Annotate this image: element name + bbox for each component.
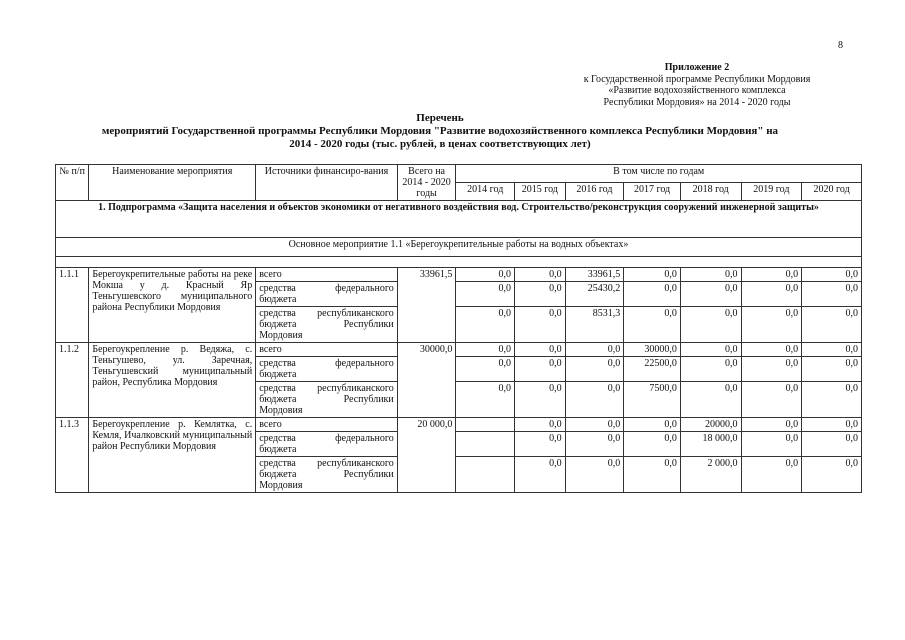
- year-value: 33961,5: [565, 268, 624, 282]
- funding-source: всего: [256, 418, 398, 432]
- measure-name: Берегоукрепление р. Кемлятка, с. Кемля, Ичалковский муниципальный район Республики Мордовия: [89, 418, 256, 493]
- year-value: 0,0: [741, 382, 802, 418]
- row-number: 1.1.1: [56, 268, 89, 343]
- year-value: 0,0: [515, 343, 566, 357]
- year-value: 0,0: [565, 432, 624, 457]
- funding-source: средства республиканского бюджета Республики Мордовия: [256, 382, 398, 418]
- measure-name: Берегоукрепительные работы на реке Мокша у д. Красный Яр Теньгушевского муниципального района Республики Мордовия: [89, 268, 256, 343]
- year-value: 0,0: [515, 432, 566, 457]
- year-value: 0,0: [802, 282, 862, 307]
- header-year: 2015 год: [515, 183, 566, 201]
- appendix-block: [537, 62, 857, 108]
- year-value: 0,0: [802, 268, 862, 282]
- header-year: 2018 год: [680, 183, 741, 201]
- header-name: Наименование мероприятия: [89, 165, 256, 201]
- document-heading: [60, 112, 820, 151]
- year-value: 0,0: [456, 357, 515, 382]
- year-value: 0,0: [565, 418, 624, 432]
- year-value: 0,0: [565, 343, 624, 357]
- spacer-cell: [56, 257, 862, 268]
- year-value: 0,0: [515, 282, 566, 307]
- year-value: 0,0: [624, 457, 681, 493]
- year-value: 0,0: [515, 268, 566, 282]
- year-value: 0,0: [624, 282, 681, 307]
- heading-title: Перечень: [416, 112, 464, 124]
- header-by-years: В том числе по годам: [456, 165, 862, 183]
- year-value: 0,0: [680, 382, 741, 418]
- year-value: 0,0: [741, 282, 802, 307]
- year-value: 0,0: [456, 307, 515, 343]
- year-value: 30000,0: [624, 343, 681, 357]
- year-value: 0,0: [515, 418, 566, 432]
- year-value: 0,0: [802, 307, 862, 343]
- funding-source: всего: [256, 343, 398, 357]
- year-value: 0,0: [802, 357, 862, 382]
- year-value: 0,0: [741, 343, 802, 357]
- year-value: 7500,0: [624, 382, 681, 418]
- year-value: 0,0: [802, 343, 862, 357]
- total-value: 30000,0: [397, 343, 456, 418]
- year-value: 0,0: [680, 307, 741, 343]
- main-measure-title: Основное мероприятие 1.1 «Берегоукрепительные работы на водных объектах»: [56, 238, 862, 257]
- header-year: 2014 год: [456, 183, 515, 201]
- header-year: 2016 год: [565, 183, 624, 201]
- header-total: Всего на 2014 - 2020 годы: [397, 165, 456, 201]
- spacer-row: [56, 257, 862, 268]
- header-year: 2017 год: [624, 183, 681, 201]
- header-year: 2019 год: [741, 183, 802, 201]
- year-value: 0,0: [802, 418, 862, 432]
- table-row: [56, 268, 862, 282]
- year-value: 0,0: [680, 357, 741, 382]
- year-value: 0,0: [802, 457, 862, 493]
- year-value: 22500,0: [624, 357, 681, 382]
- total-value: 20 000,0: [397, 418, 456, 493]
- year-value: [456, 457, 515, 493]
- year-value: 0,0: [515, 357, 566, 382]
- table-header-row: [56, 165, 862, 183]
- page-number: 8: [838, 40, 843, 51]
- year-value: 2 000,0: [680, 457, 741, 493]
- year-value: 0,0: [741, 268, 802, 282]
- year-value: 0,0: [741, 457, 802, 493]
- row-number: 1.1.3: [56, 418, 89, 493]
- main-measure-row: [56, 238, 862, 257]
- year-value: 0,0: [680, 268, 741, 282]
- table-row: [56, 418, 862, 432]
- year-value: 0,0: [680, 343, 741, 357]
- year-value: 0,0: [802, 432, 862, 457]
- table-body: [56, 165, 862, 493]
- header-num: № п/п: [56, 165, 89, 201]
- year-value: 0,0: [741, 307, 802, 343]
- header-year: 2020 год: [802, 183, 862, 201]
- year-value: 0,0: [515, 382, 566, 418]
- year-value: 0,0: [741, 432, 802, 457]
- year-value: 0,0: [456, 343, 515, 357]
- year-value: 0,0: [624, 268, 681, 282]
- year-value: 0,0: [624, 307, 681, 343]
- appendix-line: Республики Мордовия» на 2014 - 2020 годы: [603, 96, 791, 108]
- funding-source: средства федерального бюджета: [256, 432, 398, 457]
- year-value: 0,0: [515, 307, 566, 343]
- funding-source: средства федерального бюджета: [256, 357, 398, 382]
- measures-table: [55, 164, 862, 493]
- year-value: 0,0: [456, 268, 515, 282]
- total-value: 33961,5: [397, 268, 456, 343]
- table-row: [56, 343, 862, 357]
- year-value: 0,0: [802, 382, 862, 418]
- funding-source: средства республиканского бюджета Республики Мордовия: [256, 457, 398, 493]
- year-value: 20000,0: [680, 418, 741, 432]
- year-value: 0,0: [624, 418, 681, 432]
- year-value: 25430,2: [565, 282, 624, 307]
- year-value: 0,0: [741, 418, 802, 432]
- header-source: Источники финансиро-вания: [256, 165, 398, 201]
- heading-subtitle: мероприятий Государственной программы Республики Мордовия "Развитие водохозяйственного комплекса Республики Мордовия" на: [101, 125, 779, 137]
- row-number: 1.1.2: [56, 343, 89, 418]
- funding-source: всего: [256, 268, 398, 282]
- year-value: 0,0: [624, 432, 681, 457]
- appendix-title: Приложение 2: [664, 62, 730, 73]
- funding-source: средства федерального бюджета: [256, 282, 398, 307]
- year-value: 0,0: [565, 457, 624, 493]
- year-value: 0,0: [456, 382, 515, 418]
- year-value: 0,0: [565, 357, 624, 382]
- subprogram-row: [56, 201, 862, 238]
- year-value: 0,0: [456, 282, 515, 307]
- measure-name: Берегоукрепление р. Ведяжа, с. Теньгушево, ул. Заречная, Теньгушевский муниципальный район, Республика Мордовия: [89, 343, 256, 418]
- year-value: 0,0: [741, 357, 802, 382]
- year-value: 0,0: [680, 282, 741, 307]
- heading-subtitle-cont: 2014 - 2020 годы (тыс. рублей, в ценах соответствующих лет): [289, 138, 591, 150]
- year-value: [456, 418, 515, 432]
- appendix-line: к Государственной программе Республики Мордовия: [583, 73, 811, 85]
- year-value: 8531,3: [565, 307, 624, 343]
- year-value: 0,0: [565, 382, 624, 418]
- appendix-line: «Развитие водохозяйственного комплекса: [608, 85, 786, 96]
- funding-source: средства республиканского бюджета Республики Мордовия: [256, 307, 398, 343]
- year-value: 0,0: [515, 457, 566, 493]
- year-value: [456, 432, 515, 457]
- year-value: 18 000,0: [680, 432, 741, 457]
- subprogram-title: 1. Подпрограмма «Защита населения и объектов экономики от негативного воздействия вод. Строительство/реконструкция сооружений инженерной защиты»: [56, 201, 862, 238]
